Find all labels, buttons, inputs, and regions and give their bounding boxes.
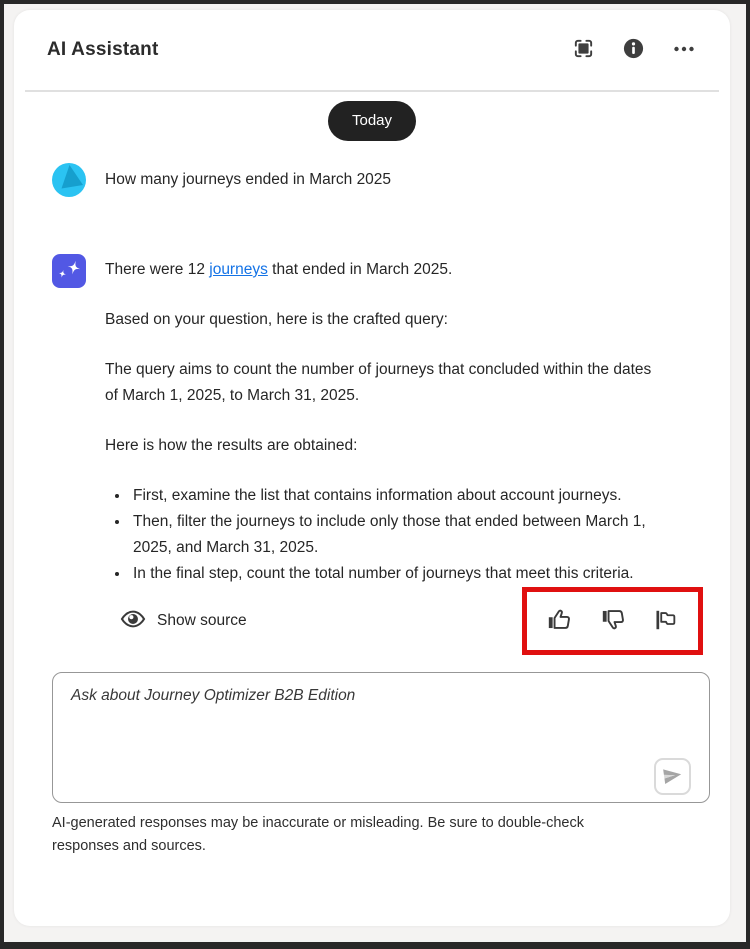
- fullscreen-button[interactable]: [572, 37, 595, 63]
- eye-icon: [120, 606, 146, 637]
- query-intro: Based on your question, here is the crafted query:: [105, 311, 448, 328]
- info-icon: [622, 37, 645, 63]
- step-item: • First, examine the list that contains information about account journeys.: [130, 483, 653, 509]
- query-description: The query aims to count the number of journeys that concluded within the dates of March 1, 2025, to March 31, 2025.: [105, 361, 652, 404]
- user-message-text: How many journeys ended in March 2025: [105, 171, 392, 188]
- info-button[interactable]: [622, 37, 645, 63]
- user-avatar: [52, 163, 86, 197]
- ai-sparkle-icon: [52, 254, 86, 288]
- flag-button[interactable]: [653, 607, 679, 636]
- answer-suffix: that ended in March 2025.: [267, 261, 453, 278]
- ai-assistant-panel: [14, 10, 730, 926]
- thumbs-down-icon: [600, 606, 627, 636]
- step-item: • Then, filter the journeys to include only those that ended between March 1, 2025, and March 31, 2025.: [130, 509, 653, 561]
- more-options-button[interactable]: [672, 37, 696, 64]
- assistant-message-body: [105, 254, 653, 587]
- steps-intro: Here is how the results are obtained:: [105, 437, 358, 454]
- response-actions-row: [120, 587, 703, 655]
- assistant-answer: [105, 257, 653, 283]
- send-button[interactable]: [654, 758, 691, 795]
- panel-title: AI Assistant: [47, 39, 159, 60]
- thumbs-down-button[interactable]: [600, 606, 627, 636]
- flag-icon: [653, 607, 679, 636]
- header-divider: [25, 90, 719, 92]
- send-icon: [662, 765, 683, 789]
- thumbs-up-icon: [546, 606, 573, 636]
- panel-header: [14, 10, 730, 90]
- header-icon-group: [572, 37, 696, 64]
- steps-list: [105, 483, 653, 587]
- fullscreen-icon: [572, 37, 595, 63]
- assistant-message-row: [52, 254, 710, 587]
- annotation-highlight-box: [522, 587, 703, 655]
- show-source-label: Show source: [157, 612, 247, 629]
- chat-input[interactable]: [53, 673, 709, 802]
- more-options-icon: [672, 37, 696, 64]
- show-source-button[interactable]: [120, 606, 247, 637]
- journeys-link[interactable]: journeys: [209, 261, 268, 278]
- ai-disclaimer: AI-generated responses may be inaccurate or misleading. Be sure to double-check responses and sources.: [52, 815, 584, 854]
- date-badge: Today: [328, 101, 416, 141]
- composer-box: [52, 672, 710, 803]
- step-item: • In the final step, count the total number of journeys that meet this criteria.: [130, 561, 653, 587]
- user-message-row: [52, 163, 730, 197]
- thumbs-up-button[interactable]: [546, 606, 573, 636]
- answer-prefix: There were 12: [105, 261, 210, 278]
